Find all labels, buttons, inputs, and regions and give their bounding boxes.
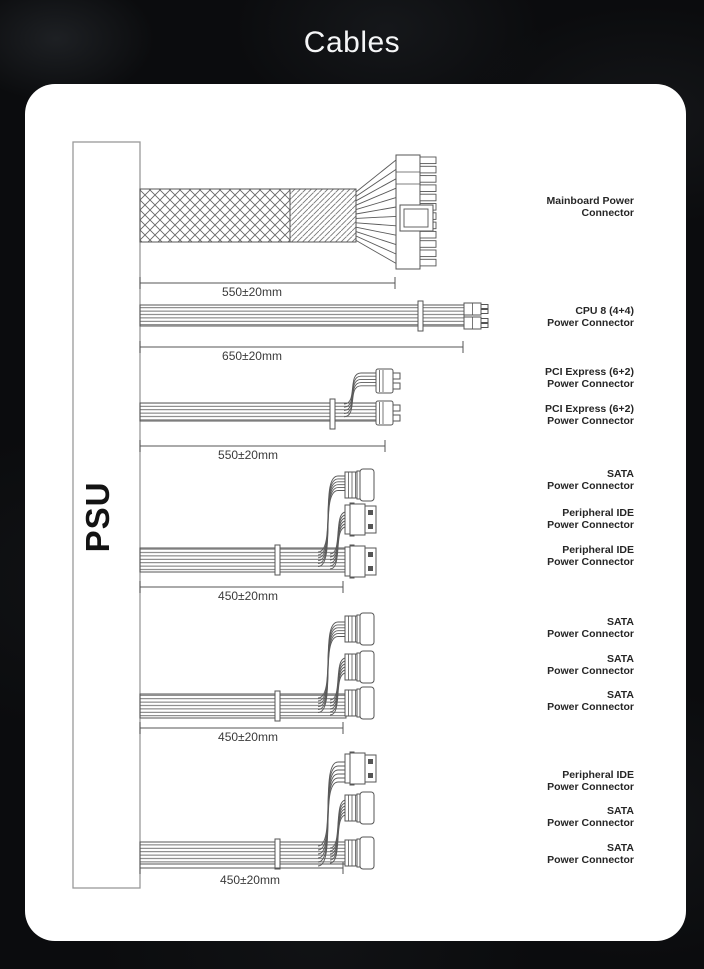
connector-sata-6 xyxy=(345,837,374,869)
connector-sata-3 xyxy=(345,651,374,683)
flat-cable xyxy=(140,694,346,718)
svg-text:Mainboard Power: Mainboard Power xyxy=(546,195,634,207)
connector-cpu-4pin-bottom xyxy=(464,317,488,329)
flat-cable xyxy=(140,403,376,421)
svg-text:SATA: SATA xyxy=(606,616,634,628)
cable-ide-sata-3 xyxy=(140,752,376,874)
cable-tie xyxy=(275,839,280,869)
svg-text:Power Connector: Power Connector xyxy=(547,378,634,390)
cable-diagram-svg xyxy=(25,84,686,941)
label-pcie-power-connector-1 xyxy=(545,366,634,390)
cable-tie xyxy=(275,545,280,575)
svg-text:SATA: SATA xyxy=(606,689,634,701)
svg-text:SATA: SATA xyxy=(606,842,634,854)
connector-pcie-upper xyxy=(376,369,400,393)
label-ide-power-connector-2 xyxy=(547,544,634,568)
connector-cpu-4pin-top xyxy=(464,303,488,315)
svg-text:Connector: Connector xyxy=(581,207,634,219)
connector-ide-1 xyxy=(345,503,376,536)
connector-sata-1 xyxy=(345,469,374,501)
svg-text:SATA: SATA xyxy=(606,653,634,665)
label-sata-power-connector-5 xyxy=(547,805,634,829)
svg-text:Power Connector: Power Connector xyxy=(547,415,634,427)
flat-cable xyxy=(140,305,464,326)
svg-text:Peripheral IDE: Peripheral IDE xyxy=(562,544,634,556)
connector-24pin-mainboard xyxy=(396,155,436,269)
label-pcie-power-connector-2 xyxy=(545,403,634,427)
svg-text:Power Connector: Power Connector xyxy=(547,854,634,866)
svg-text:Power Connector: Power Connector xyxy=(547,480,634,492)
page-title: Cables xyxy=(303,26,401,59)
flat-cable xyxy=(140,548,346,572)
svg-text:Power Connector: Power Connector xyxy=(547,701,634,713)
svg-text:CPU 8 (4+4): CPU 8 (4+4) xyxy=(575,305,634,317)
cable-tie xyxy=(418,301,423,331)
svg-text:Peripheral IDE: Peripheral IDE xyxy=(562,769,634,781)
svg-text:Power Connector: Power Connector xyxy=(547,519,634,531)
braided-sleeve xyxy=(140,189,290,242)
cable-cpu xyxy=(140,301,488,353)
svg-text:Peripheral IDE: Peripheral IDE xyxy=(562,507,634,519)
heatshrink-sleeve xyxy=(290,189,356,242)
psu-box xyxy=(73,142,140,888)
label-sata-power-connector-2 xyxy=(547,616,634,640)
connector-sata-2 xyxy=(345,613,374,645)
dim-label-sata-ide-1: 450±20mm xyxy=(218,589,278,603)
diagram-card xyxy=(25,84,686,941)
svg-text:Power Connector: Power Connector xyxy=(547,817,634,829)
label-mainboard-power-connector xyxy=(546,195,634,219)
flat-cable xyxy=(140,842,346,864)
connector-ide-3 xyxy=(345,752,376,785)
svg-text:PCI Express (6+2): PCI Express (6+2) xyxy=(544,366,634,378)
dim-label-ide-sata-3: 450±20mm xyxy=(220,873,280,887)
svg-text:Power Connector: Power Connector xyxy=(547,628,634,640)
dim-label-cpu: 650±20mm xyxy=(222,349,282,363)
dim-label-sata-2: 450±20mm xyxy=(218,730,278,744)
dim-label-mainboard: 550±20mm xyxy=(222,285,282,299)
cable-tie xyxy=(275,691,280,721)
dimension-cpu xyxy=(140,341,463,353)
svg-text:SATA: SATA xyxy=(606,468,634,480)
cable-sata-2 xyxy=(140,613,374,734)
cable-tie xyxy=(330,399,335,429)
label-sata-power-connector-3 xyxy=(547,653,634,677)
label-cpu-power-connector xyxy=(547,305,634,329)
label-ide-power-connector-1 xyxy=(547,507,634,531)
connector-pcie-lower xyxy=(376,401,400,425)
dim-label-pcie: 550±20mm xyxy=(218,448,278,462)
cable-mainboard xyxy=(140,155,436,289)
svg-text:PCI Express (6+2): PCI Express (6+2) xyxy=(544,403,634,415)
svg-text:Power Connector: Power Connector xyxy=(547,317,634,329)
svg-text:Power Connector: Power Connector xyxy=(547,781,634,793)
cable-pcie xyxy=(140,369,400,452)
connector-ide-2 xyxy=(345,545,376,578)
cable-sata-ide-1 xyxy=(140,469,376,593)
psu-label: PSU xyxy=(79,481,116,553)
connector-sata-5 xyxy=(345,792,374,824)
label-sata-power-connector-6 xyxy=(547,842,634,866)
fan-out-wires xyxy=(356,160,396,263)
label-ide-power-connector-3 xyxy=(547,769,634,793)
svg-text:SATA: SATA xyxy=(606,805,634,817)
svg-text:Power Connector: Power Connector xyxy=(547,556,634,568)
connector-sata-4 xyxy=(345,687,374,719)
label-sata-power-connector-4 xyxy=(547,689,634,713)
svg-text:Power Connector: Power Connector xyxy=(547,665,634,677)
label-sata-power-connector-1 xyxy=(547,468,634,492)
